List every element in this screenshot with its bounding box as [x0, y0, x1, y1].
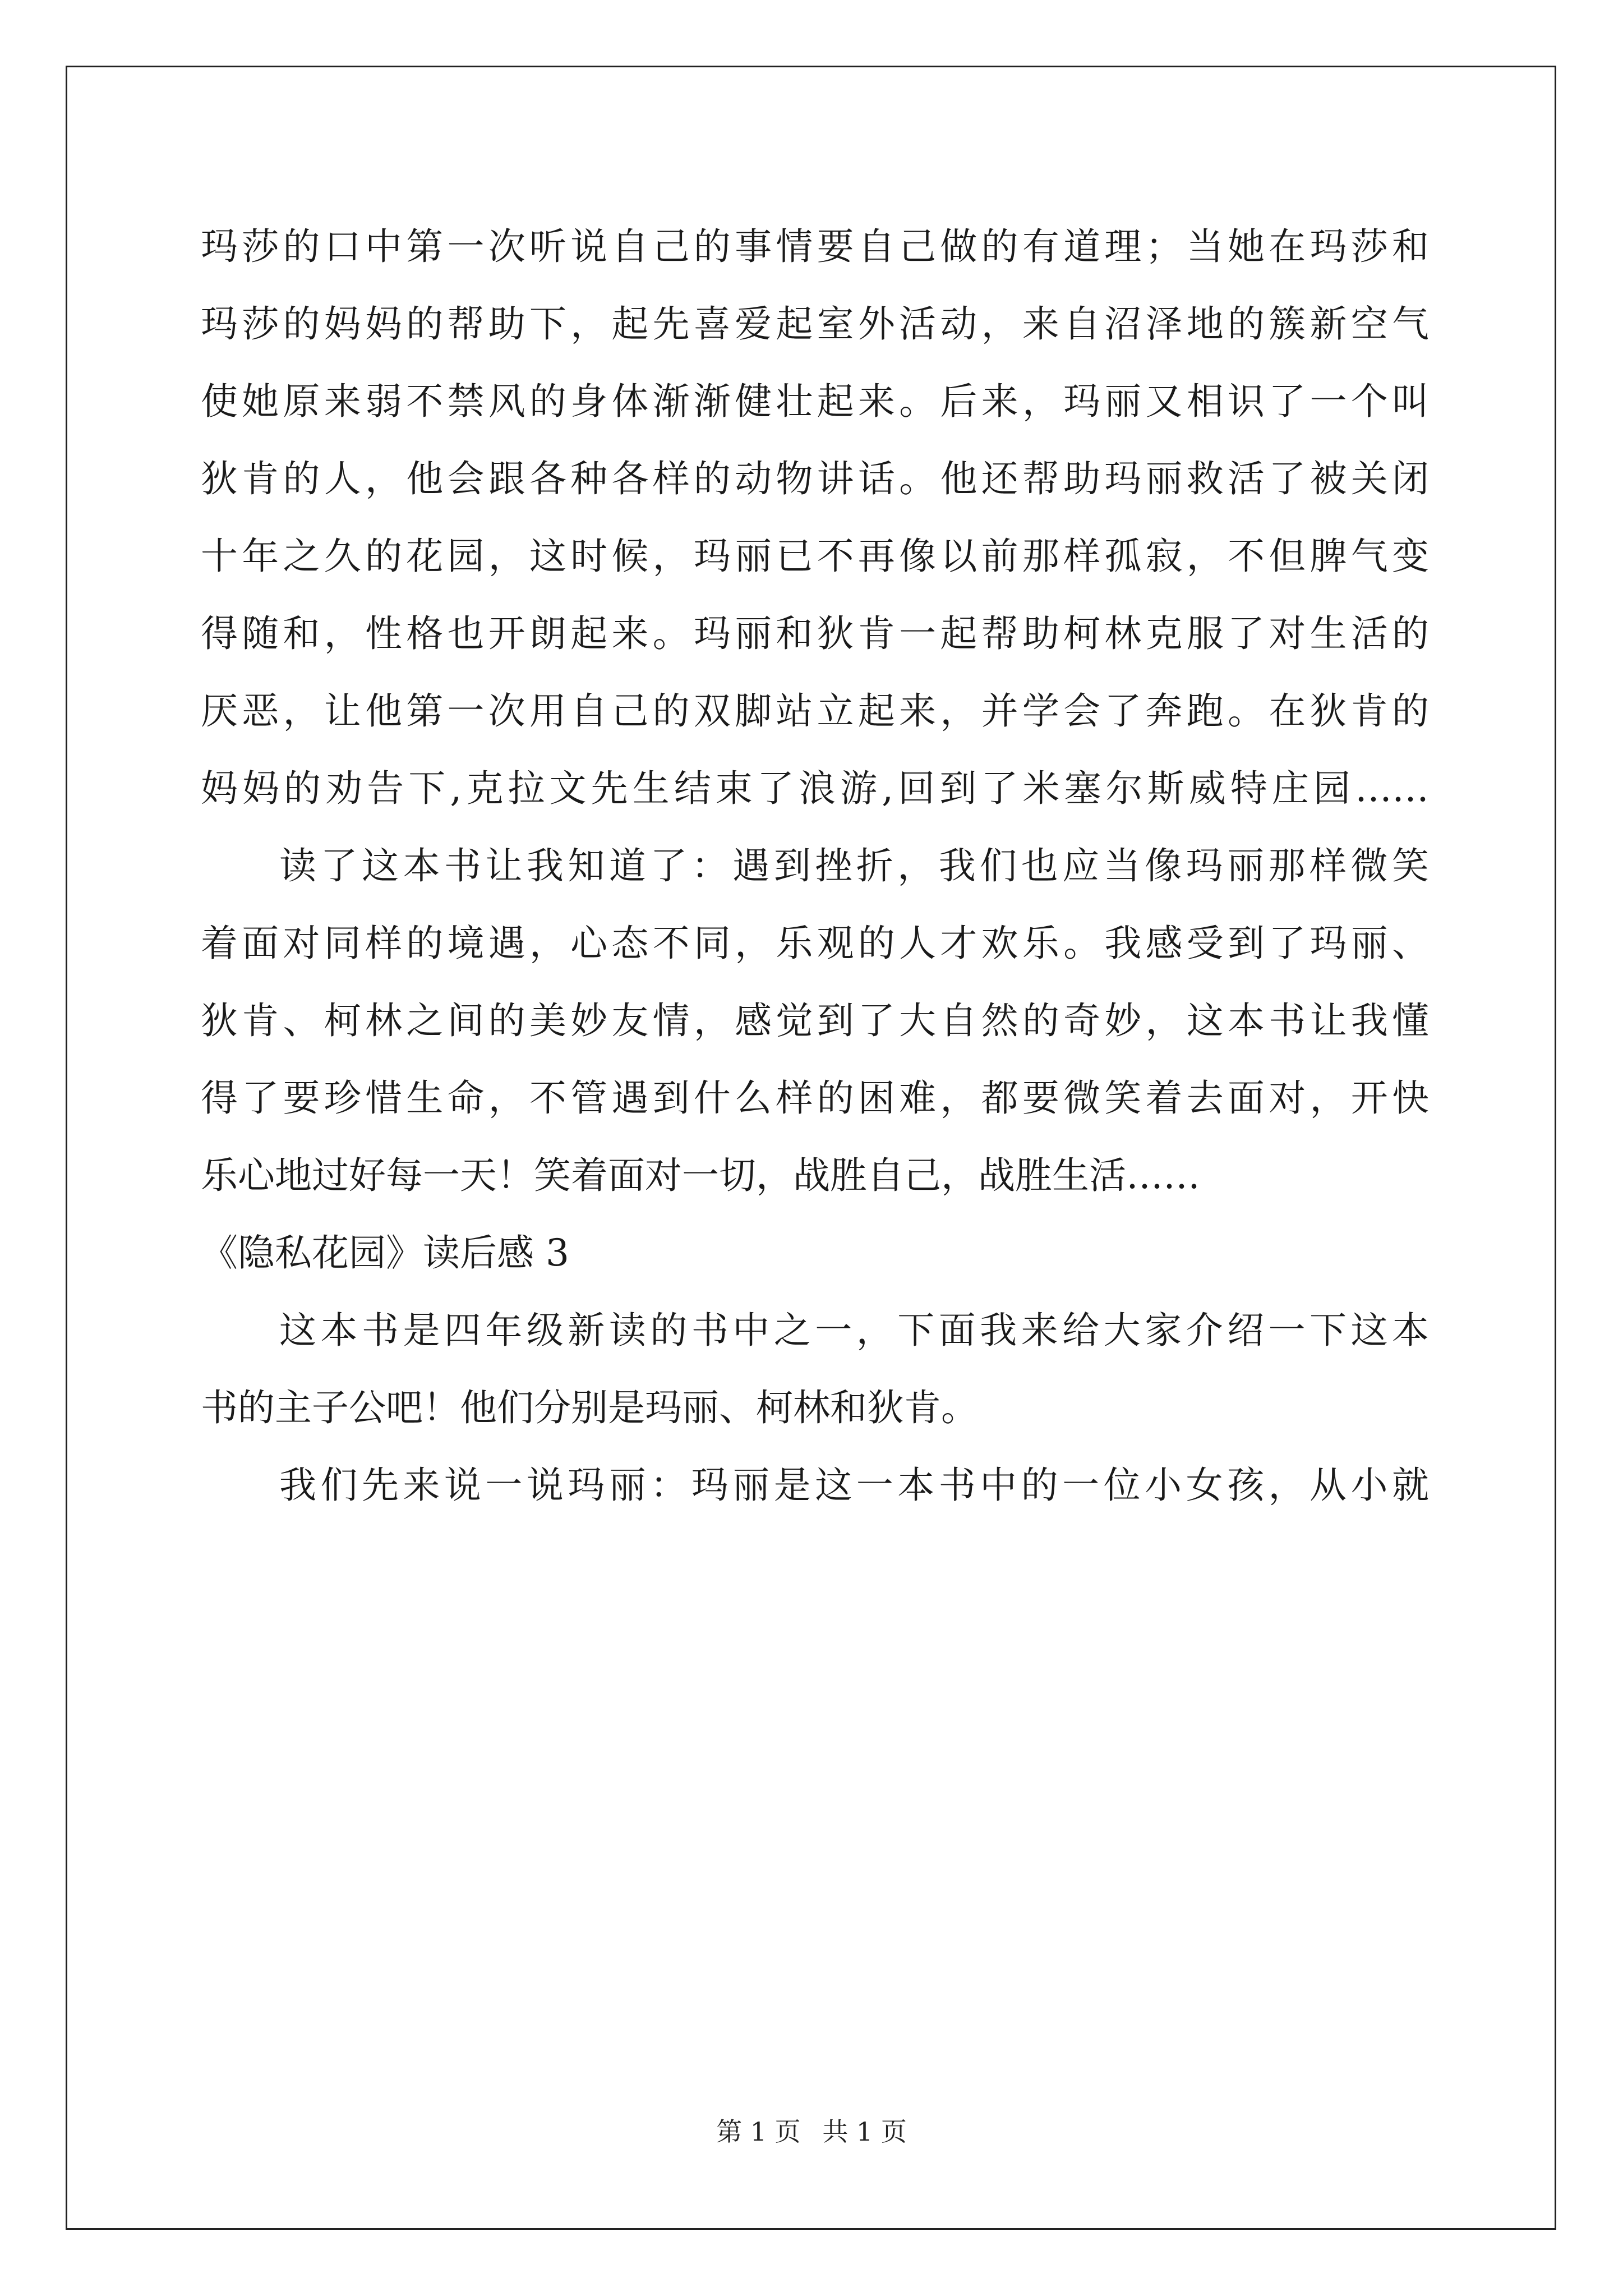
text-line: 书的主子公吧！他们分别是玛丽、柯林和狄肯。: [201, 1386, 978, 1429]
page-total: 共 1 页: [822, 2116, 907, 2147]
page-number: 第 1 页: [716, 2116, 801, 2147]
text-line: 得随和，性格也开朗起来。玛丽和狄肯一起帮助柯林克服了对生活的: [201, 612, 1429, 655]
paragraph-start: 这本书是四年级新读的书中之一，下面我来给大家介绍一下这本: [279, 1309, 1429, 1352]
text-line: 妈妈的劝告下,克拉文先生结束了浪游,回到了米塞尔斯威特庄园……: [201, 767, 1429, 810]
text-line: 玛莎的妈妈的帮助下，起先喜爱起室外活动，来自沼泽地的簇新空气: [201, 302, 1429, 346]
page-footer: [0, 2115, 1623, 2148]
text-line: 着面对同样的境遇，心态不同，乐观的人才欢乐。我感受到了玛丽、: [201, 922, 1429, 965]
text-line: 厌恶，让他第一次用自己的双脚站立起来，并学会了奔跑。在狄肯的: [201, 689, 1429, 733]
paragraph-start: 我们先来说一说玛丽：玛丽是这一本书中的一位小女孩，从小就: [279, 1464, 1429, 1507]
text-line: 乐心地过好每一天！笑着面对一切，战胜自己，战胜生活……: [201, 1154, 1200, 1197]
text-line: 使她原来弱不禁风的身体渐渐健壮起来。后来，玛丽又相识了一个叫: [201, 380, 1429, 423]
text-line: 狄肯、柯林之间的美妙友情，感觉到了大自然的奇妙，这本书让我懂: [201, 999, 1429, 1042]
text-line: 十年之久的花园，这时候，玛丽已不再像以前那样孤寂，不但脾气变: [201, 535, 1429, 578]
paragraph-start: 读了这本书让我知道了：遇到挫折，我们也应当像玛丽那样微笑: [279, 844, 1429, 887]
section-heading: 《隐私花园》读后感 3: [201, 1231, 569, 1274]
text-line: 玛莎的口中第一次听说自己的事情要自己做的有道理；当她在玛莎和: [201, 225, 1429, 268]
text-line: 狄肯的人，他会跟各种各样的动物讲话。他还帮助玛丽救活了被关闭: [201, 457, 1429, 500]
text-line: 得了要珍惜生命，不管遇到什么样的困难，都要微笑着去面对，开快: [201, 1076, 1429, 1120]
